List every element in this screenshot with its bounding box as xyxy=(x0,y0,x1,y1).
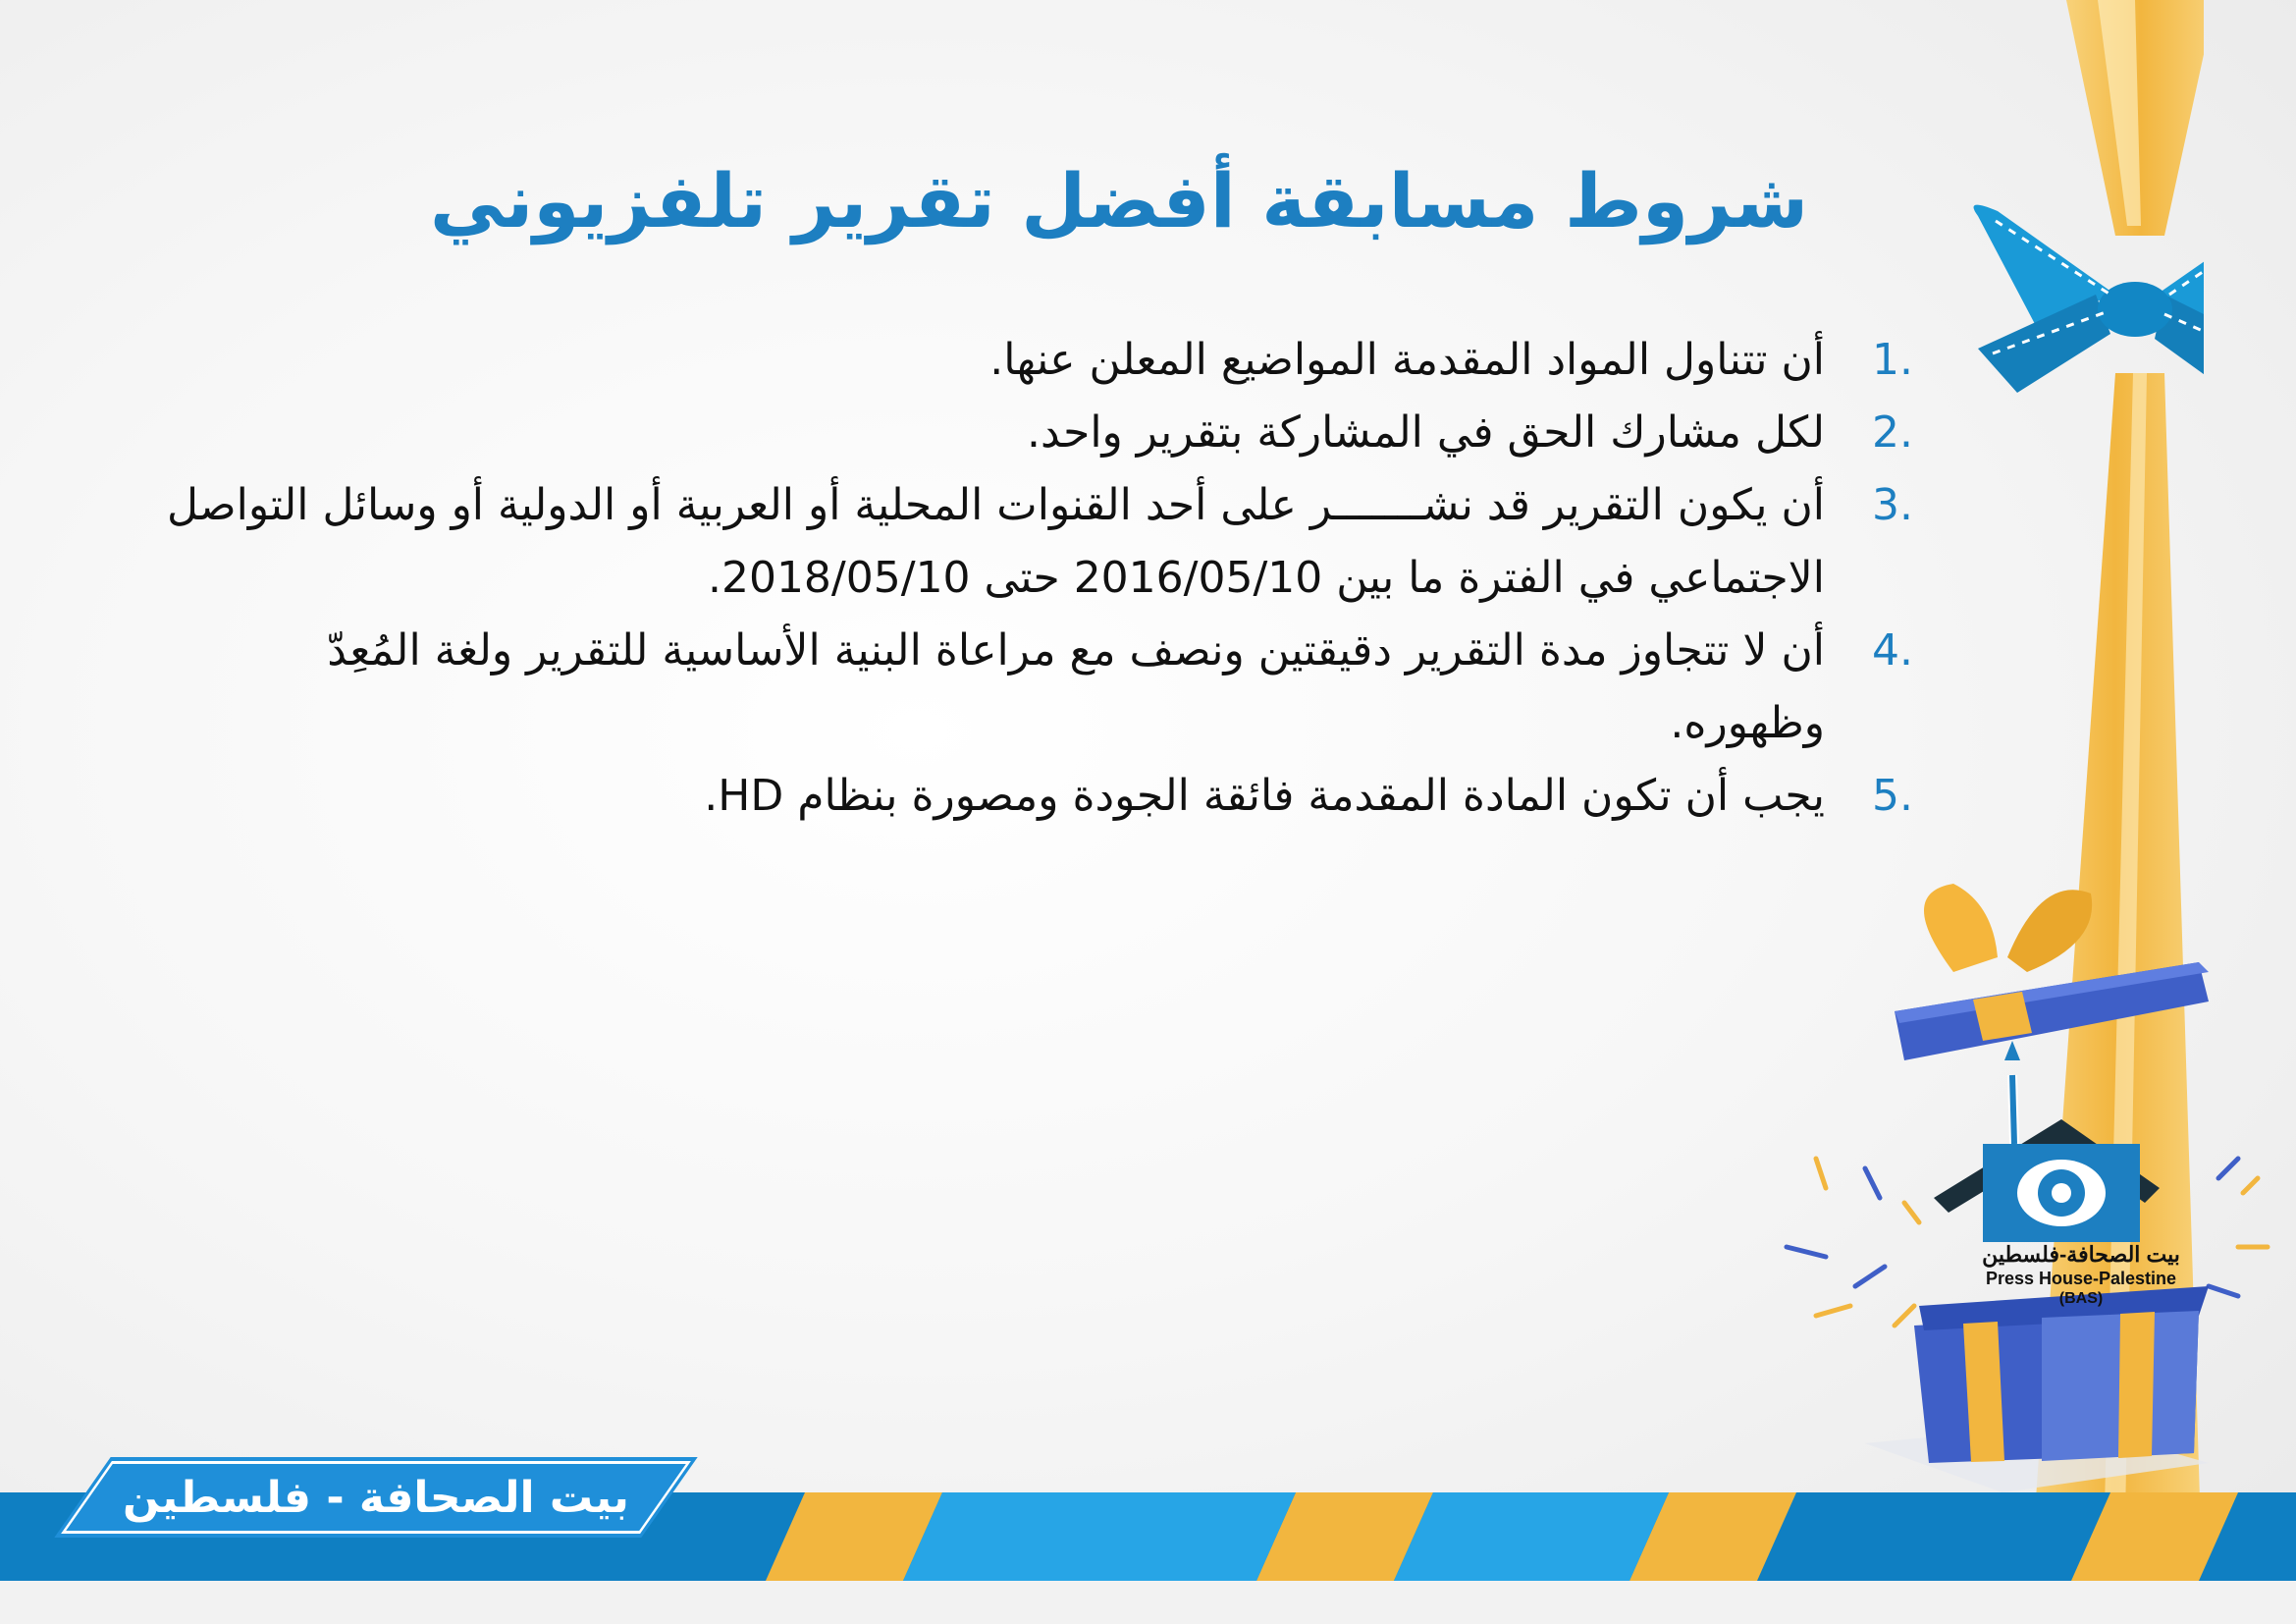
list-text: لكل مشارك الحق في المشاركة بتقرير واحد. xyxy=(1027,407,1825,458)
house-logo-icon xyxy=(1934,1119,2160,1242)
list-number: 3. xyxy=(1872,480,1913,530)
list-number: 5. xyxy=(1872,771,1913,821)
eye-icon xyxy=(2017,1160,2106,1226)
conditions-list xyxy=(166,324,1913,833)
list-item xyxy=(166,615,1913,760)
list-item xyxy=(166,324,1913,397)
list-item xyxy=(166,760,1913,833)
gift-box-icon xyxy=(1747,864,2277,1492)
bow-icon xyxy=(1974,205,2205,403)
page-title: شروط مسابقة أفضل تقرير تلفزيوني xyxy=(429,157,1809,244)
brand-name: بيت الصحافة - فلسطين xyxy=(123,1472,629,1523)
list-number: 1. xyxy=(1872,335,1913,385)
list-item xyxy=(166,397,1913,469)
logo-english: Press House-Palestine xyxy=(1985,1269,2177,1288)
list-number: 4. xyxy=(1872,625,1913,676)
logo-abbreviation: (BAS) xyxy=(2058,1290,2104,1307)
list-item xyxy=(166,469,1913,615)
list-text: أن تتناول المواد المقدمة المواضيع المعلن عنها. xyxy=(989,335,1825,385)
pen-nib-icon xyxy=(2004,1041,2020,1144)
list-number: 2. xyxy=(1872,407,1913,458)
list-text: أن يكون التقرير قد نشـــــــر على أحد القنوات المحلية أو العربية أو الدولية أو وسائل التواصل الاجتماعي في الفترة ما بين 2016/05/10 حتى 2018/05/10. xyxy=(166,480,1825,603)
list-text: أن لا تتجاوز مدة التقرير دقيقتين ونصف مع مراعاة البنية الأساسية للتقرير ولغة المُعِدّ وظهوره. xyxy=(327,625,1825,748)
list-text: يجب أن تكون المادة المقدمة فائقة الجودة ومصورة بنظام HD. xyxy=(704,771,1825,821)
brand-banner xyxy=(86,1461,666,1534)
logo-arabic: بيت الصحافة-فلسطين xyxy=(1982,1242,2180,1267)
